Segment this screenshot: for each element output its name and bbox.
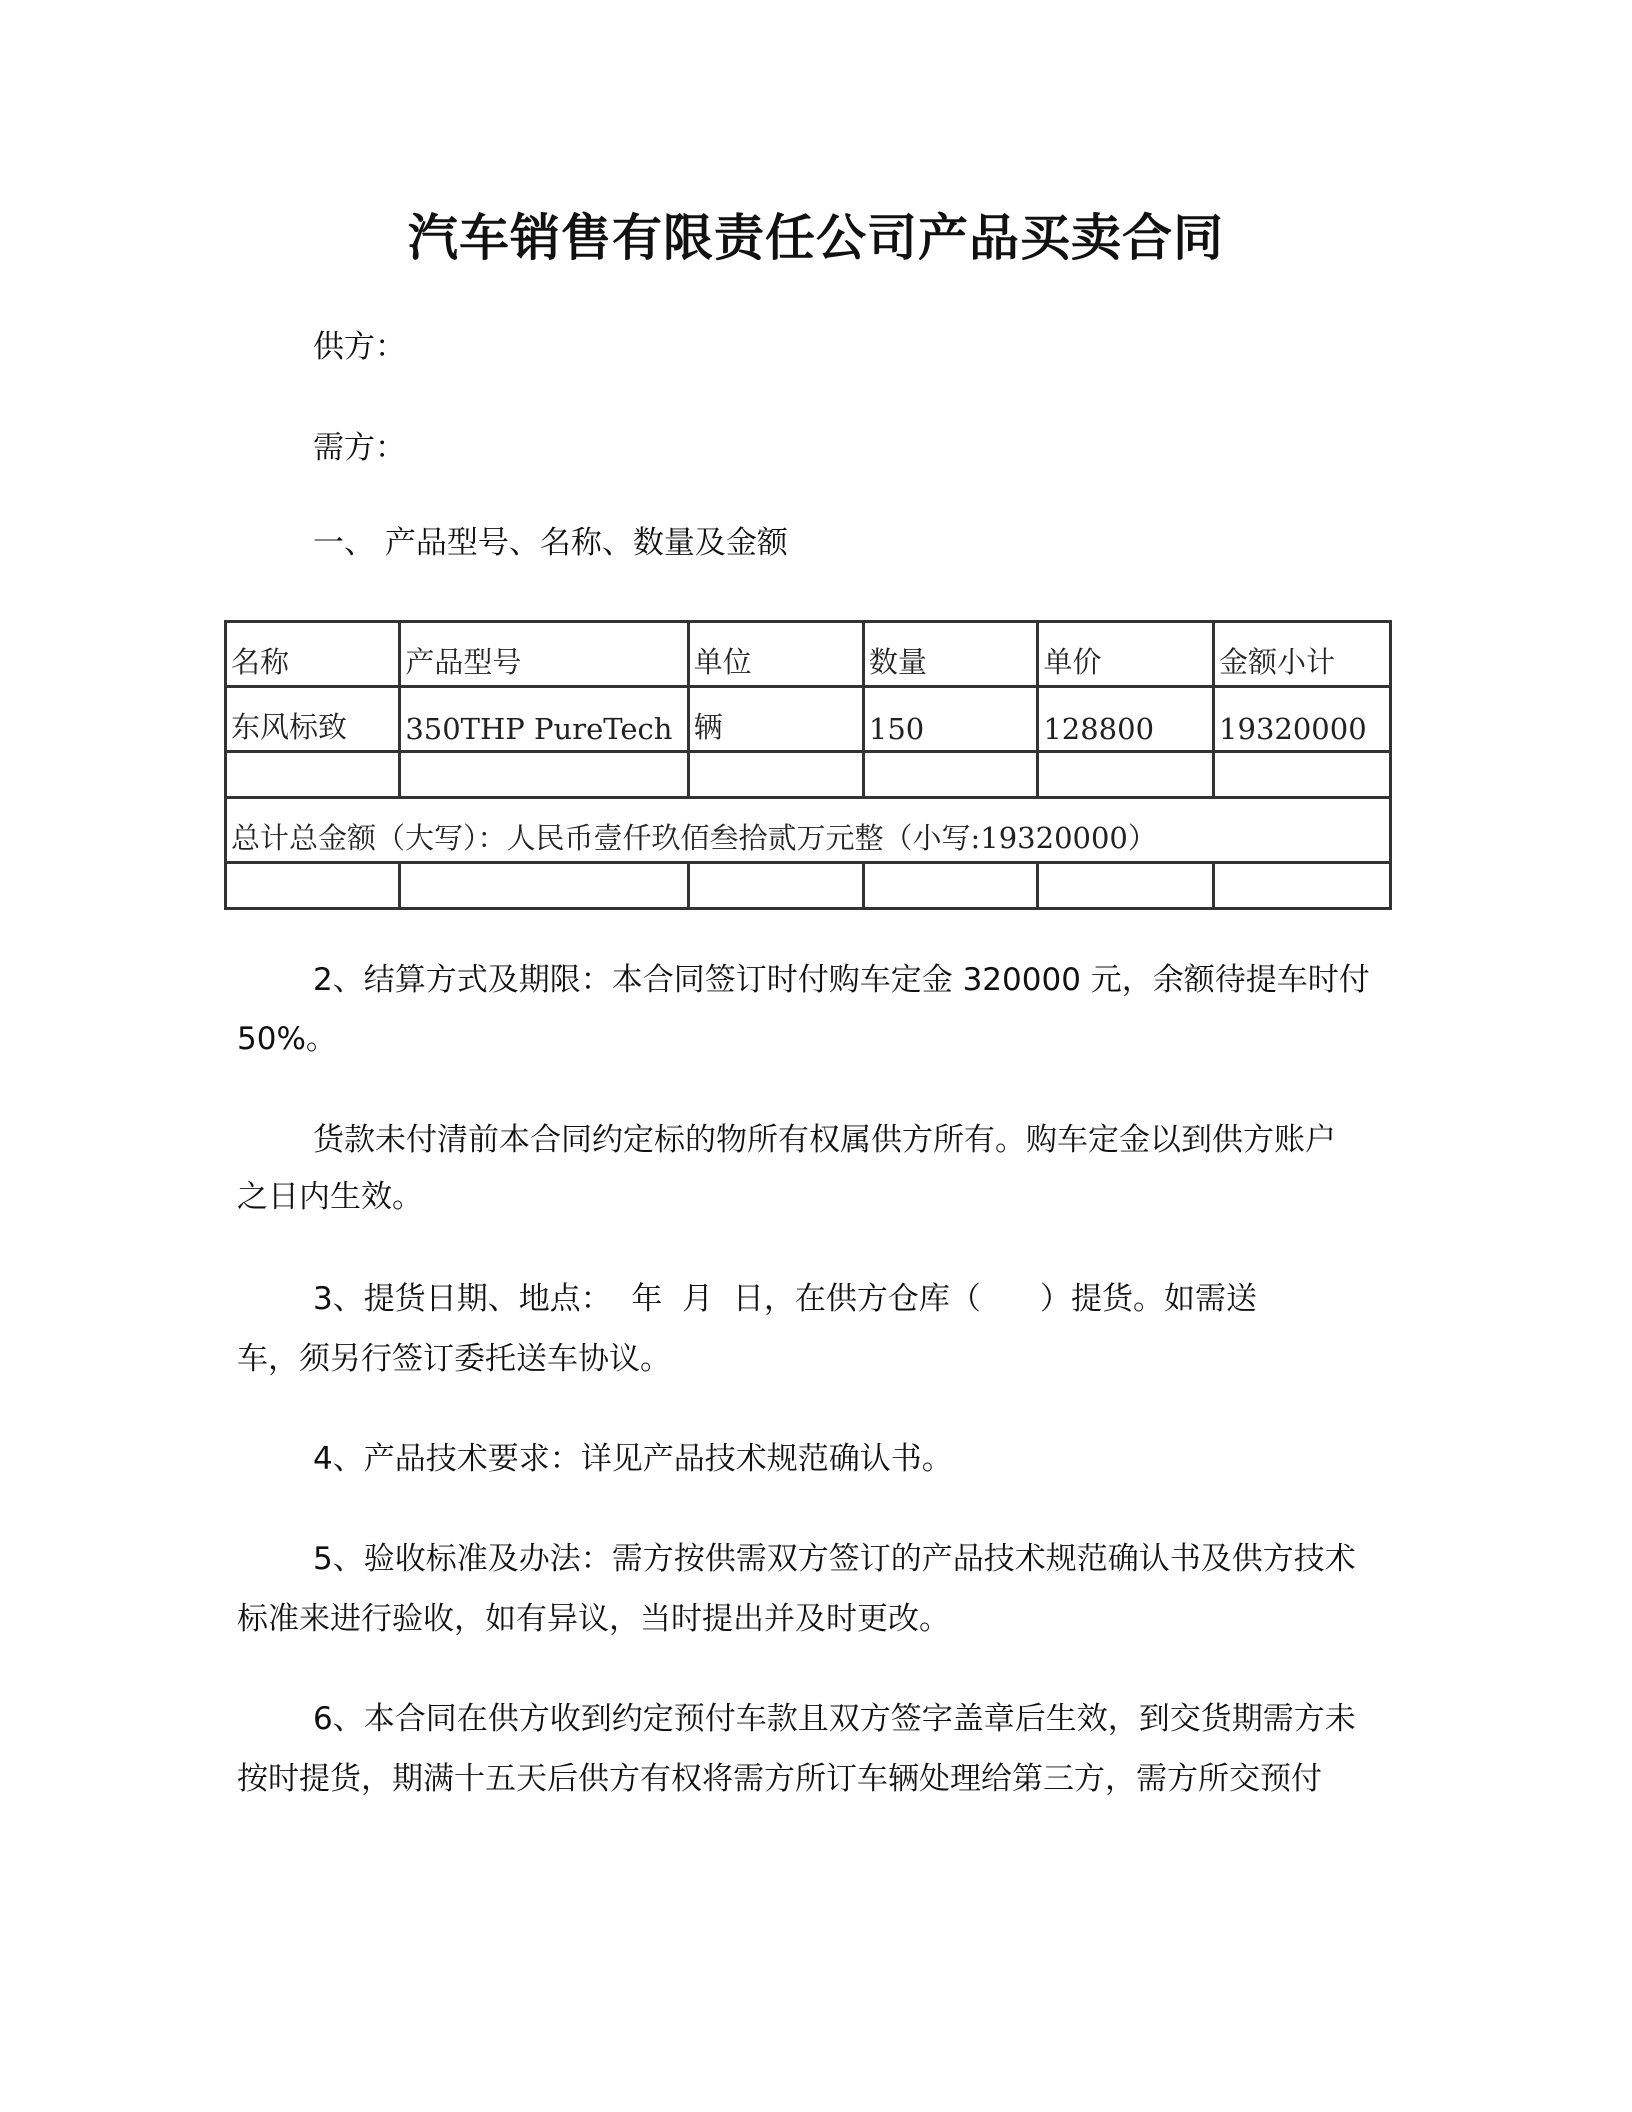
empty-cell — [226, 752, 400, 798]
clause-3-line2: 车，须另行签订委托送车协议。 — [237, 1341, 671, 1377]
clause-4: 4、产品技术要求：详见产品技术规范确认书。 — [313, 1441, 953, 1477]
header-cell: 名称 — [226, 622, 400, 687]
table-row — [226, 687, 1391, 752]
clause-5-line1: 5、验收标准及办法：需方按供需双方签订的产品技术规范确认书及供方技术 — [313, 1541, 1356, 1577]
empty-cell — [400, 863, 688, 909]
section1-heading: 一、 产品型号、名称、数量及金额 — [313, 525, 788, 561]
buyer-label: 需方： — [313, 430, 406, 466]
table-row-empty — [226, 752, 1391, 798]
total-amount: 总计总金额（大写）：人民币壹仟玖佰叁拾贰万元整（小写:19320000） — [226, 798, 1391, 863]
empty-cell — [1038, 752, 1214, 798]
empty-cell — [863, 863, 1037, 909]
clause-5-line2: 标准来进行验收，如有异议，当时提出并及时更改。 — [237, 1601, 950, 1637]
header-cell: 产品型号 — [400, 622, 688, 687]
clause-6-line2: 按时提货，期满十五天后供方有权将需方所订车辆处理给第三方，需方所交预付 — [237, 1761, 1322, 1797]
table-row-empty — [226, 863, 1391, 909]
supplier-label: 供方： — [313, 329, 406, 365]
cell-unit: 辆 — [688, 687, 863, 752]
empty-cell — [863, 752, 1037, 798]
cell-quantity: 150 — [863, 687, 1037, 752]
header-cell: 数量 — [863, 622, 1037, 687]
empty-cell — [226, 863, 400, 909]
empty-cell — [688, 752, 863, 798]
empty-cell — [1214, 863, 1391, 909]
clause-2-line2: 50%。 — [237, 1021, 337, 1057]
cell-model: 350THP PureTech — [400, 687, 688, 752]
header-cell: 单位 — [688, 622, 863, 687]
clause-6-line1: 6、本合同在供方收到约定预付车款且双方签字盖章后生效，到交货期需方未 — [313, 1701, 1356, 1737]
table-total-row — [226, 798, 1391, 863]
header-cell: 单价 — [1038, 622, 1214, 687]
cell-subtotal: 19320000 — [1214, 687, 1391, 752]
clause-2b-line2: 之日内生效。 — [237, 1179, 423, 1215]
empty-cell — [1214, 752, 1391, 798]
product-table — [224, 620, 1392, 910]
document-title: 汽车销售有限责任公司产品买卖合同 — [408, 209, 1224, 267]
cell-unit-price: 128800 — [1038, 687, 1214, 752]
table-header-row — [226, 622, 1391, 687]
empty-cell — [688, 863, 863, 909]
empty-cell — [1038, 863, 1214, 909]
header-cell: 金额小计 — [1214, 622, 1391, 687]
clause-2b-line1: 货款未付清前本合同约定标的物所有权属供方所有。购车定金以到供方账户 — [313, 1122, 1336, 1158]
clause-2-line1: 2、结算方式及期限：本合同签订时付购车定金 320000 元，余额待提车时付 — [313, 962, 1370, 998]
empty-cell — [400, 752, 688, 798]
cell-name: 东风标致 — [226, 687, 400, 752]
clause-3-line1: 3、提货日期、地点： 年 月 日，在供方仓库（ ）提货。如需送 — [313, 1281, 1257, 1317]
